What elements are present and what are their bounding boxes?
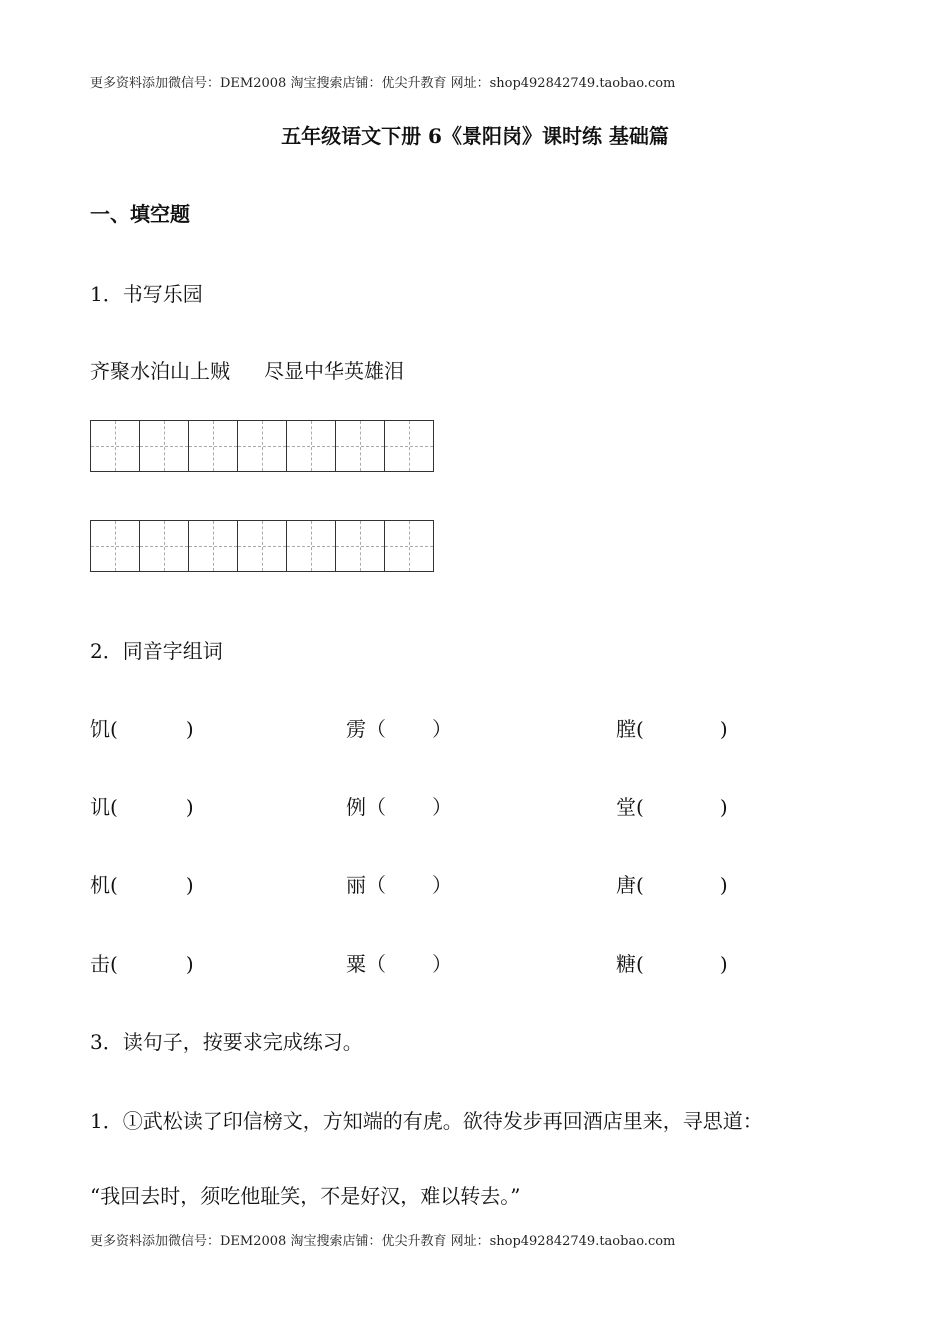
- grid-cell[interactable]: [385, 421, 433, 471]
- grid-cell[interactable]: [91, 521, 140, 571]
- grid-cell[interactable]: [189, 521, 238, 571]
- word-blank[interactable]: 丽（ ）: [346, 873, 452, 897]
- question-3-label: 3．读句子，按要求完成练习。: [90, 1030, 363, 1054]
- page-header: 更多资料添加微信号：DEM2008 淘宝搜索店铺：优尖升教育 网址：shop492842749.taobao.com: [90, 76, 676, 91]
- word-blank[interactable]: 堂( ): [616, 795, 728, 819]
- grid-cell[interactable]: [140, 521, 189, 571]
- section-heading: 一、填空题: [90, 202, 190, 226]
- grid-cell[interactable]: [238, 421, 287, 471]
- grid-cell[interactable]: [336, 421, 385, 471]
- question-3-line-1: 1．①武松读了印信榜文，方知端的有虎。欲待发步再回酒店里来，寻思道：: [90, 1109, 763, 1133]
- word-blank[interactable]: 击( ): [90, 952, 194, 976]
- word-blank[interactable]: 讥( ): [90, 795, 194, 819]
- phrase-1: 齐聚水泊山上贼: [90, 359, 230, 383]
- grid-cell[interactable]: [91, 421, 140, 471]
- word-blank[interactable]: 膛( ): [616, 717, 728, 741]
- writing-grid-2[interactable]: [90, 520, 434, 572]
- question-1-phrases: [90, 355, 404, 384]
- word-blank[interactable]: 唐( ): [616, 873, 728, 897]
- grid-cell[interactable]: [287, 421, 336, 471]
- question-2-label: 2．同音字组词: [90, 639, 223, 663]
- grid-cell[interactable]: [287, 521, 336, 571]
- question-1-label: 1．书写乐园: [90, 282, 203, 306]
- grid-cell[interactable]: [385, 521, 433, 571]
- word-blank[interactable]: 粟（ ）: [346, 952, 452, 976]
- question-3-line-2: “我回去时，须吃他耻笑，不是好汉，难以转去。”: [90, 1184, 521, 1208]
- grid-cell[interactable]: [140, 421, 189, 471]
- page-footer: 更多资料添加微信号：DEM2008 淘宝搜索店铺：优尖升教育 网址：shop492842749.taobao.com: [90, 1234, 676, 1249]
- word-blank[interactable]: 糖( ): [616, 952, 728, 976]
- word-blank[interactable]: 机( ): [90, 873, 194, 897]
- word-blank[interactable]: 例（ ）: [346, 795, 452, 819]
- phrase-2: 尽显中华英雄泪: [264, 359, 404, 383]
- grid-cell[interactable]: [189, 421, 238, 471]
- grid-cell[interactable]: [238, 521, 287, 571]
- page-title: 五年级语文下册 6《景阳岗》课时练 基础篇: [281, 124, 669, 148]
- word-blank[interactable]: 饥( ): [90, 717, 194, 741]
- word-blank[interactable]: 雳（ ）: [346, 717, 452, 741]
- grid-cell[interactable]: [336, 521, 385, 571]
- writing-grid-1[interactable]: [90, 420, 434, 472]
